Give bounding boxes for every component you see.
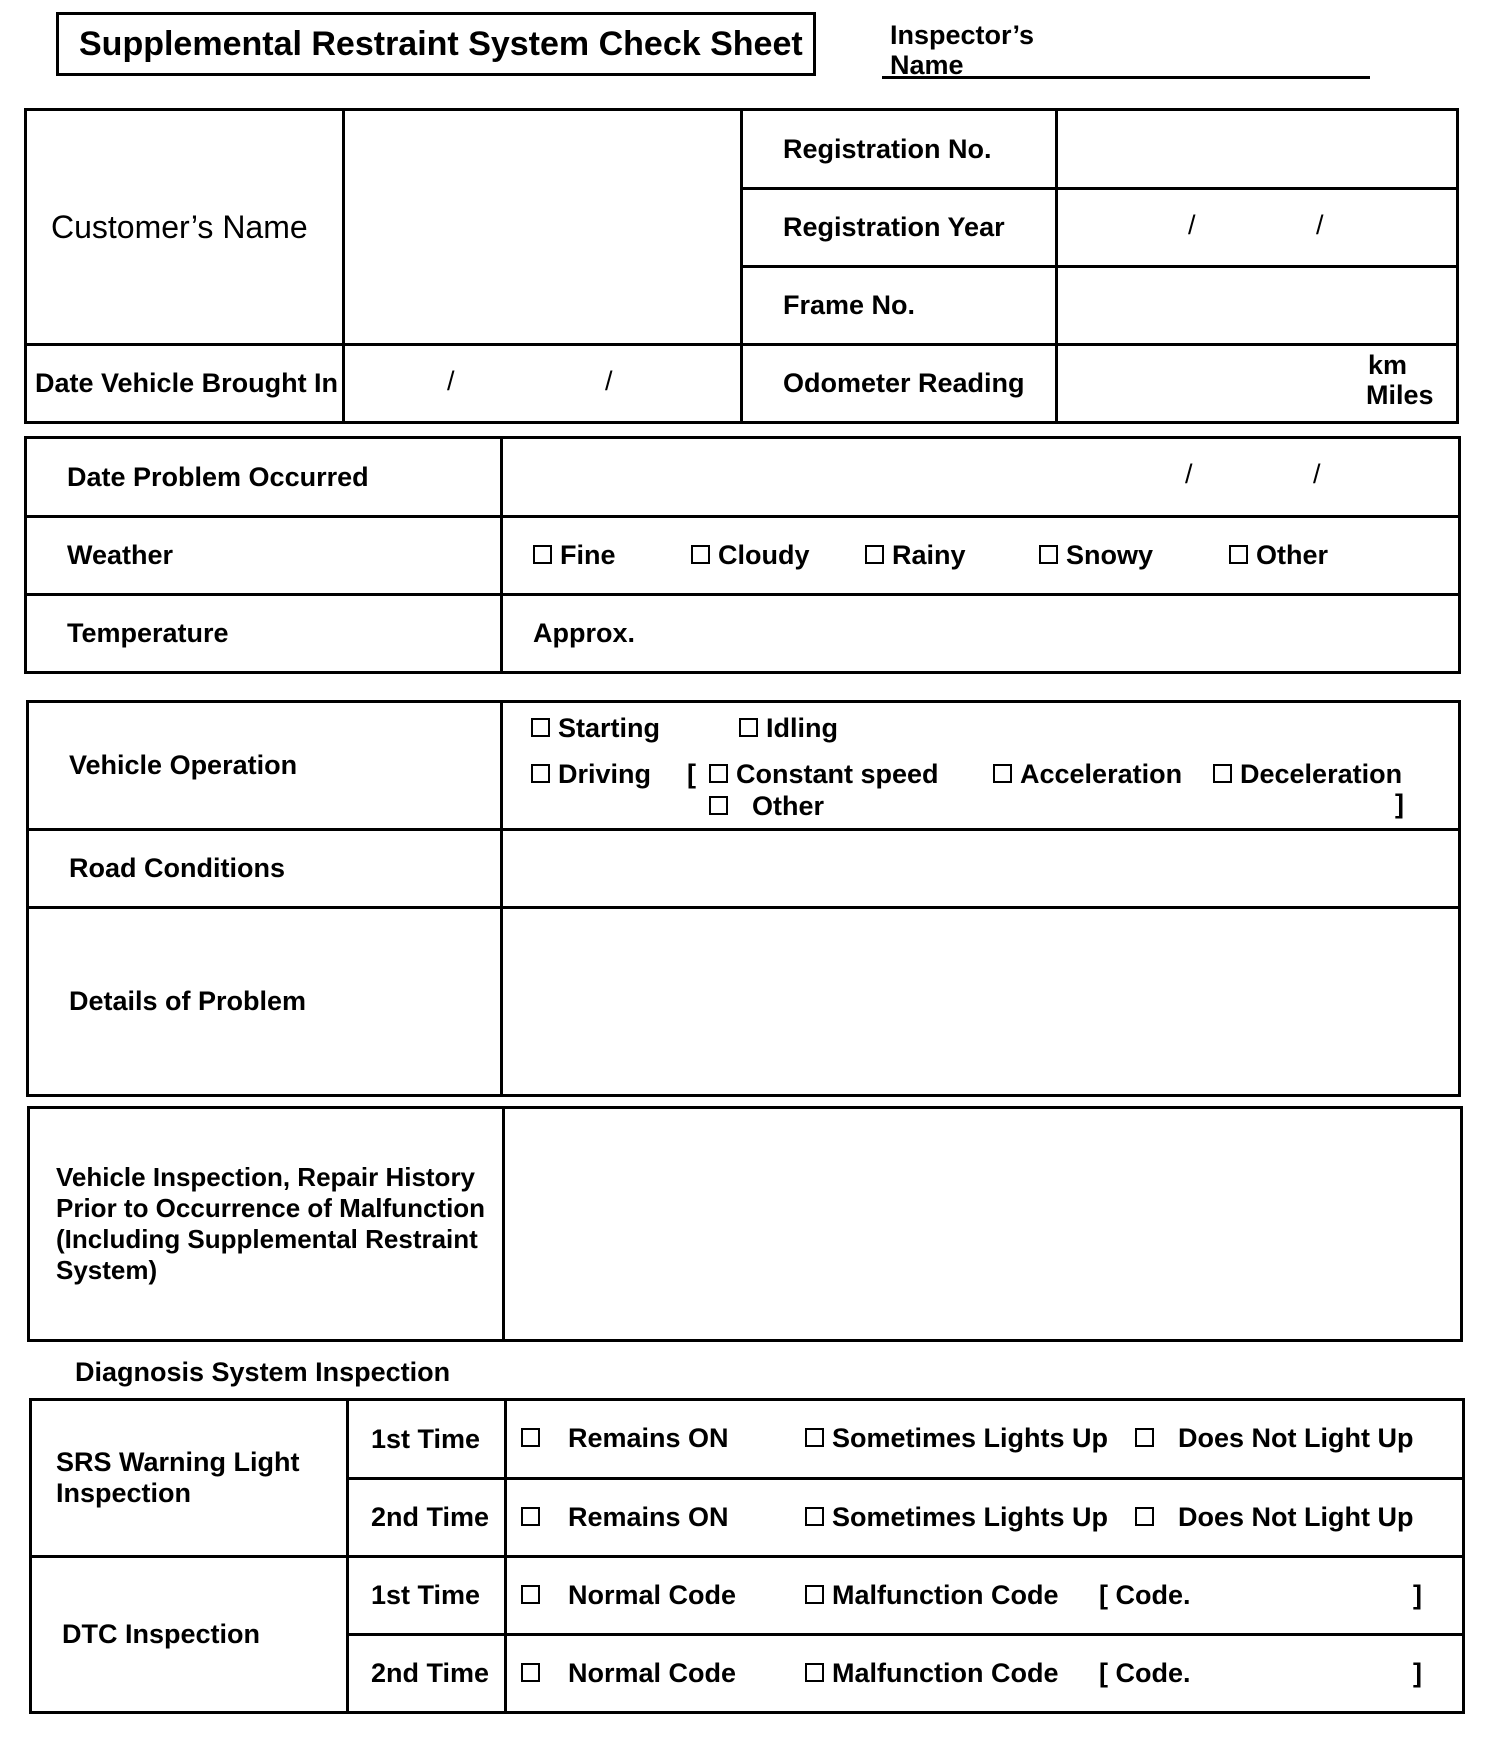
bracket-close: ] bbox=[1413, 1580, 1422, 1610]
bracket-open: [ bbox=[687, 759, 696, 789]
srs-2-remains-on[interactable]: Remains ON bbox=[521, 1502, 729, 1533]
operation-option-constant-speed[interactable]: Constant speed bbox=[709, 759, 939, 790]
odometer-unit-km: km bbox=[1368, 350, 1408, 380]
date-brought-in-field[interactable] bbox=[344, 345, 742, 423]
srs-1-sometimes-lights-up[interactable]: Sometimes Lights Up bbox=[805, 1423, 1108, 1454]
bracket-close: ] bbox=[1395, 789, 1404, 819]
history-label: Vehicle Inspection, Repair History Prior to Occurrence of Malfunction (Including Supplemental Restraint System) bbox=[56, 1162, 486, 1285]
history-table bbox=[27, 1106, 1463, 1342]
road-conditions-field[interactable] bbox=[502, 830, 1460, 908]
dtc-1-code-field[interactable]: [ Code. bbox=[1099, 1580, 1191, 1610]
checkbox[interactable] bbox=[533, 545, 552, 564]
registration-no-label: Registration No. bbox=[742, 110, 1057, 189]
details-of-problem-label: Details of Problem bbox=[28, 908, 502, 1096]
temperature-label: Temperature bbox=[26, 595, 502, 673]
weather-option-cloudy[interactable]: Cloudy bbox=[691, 540, 810, 571]
checkbox[interactable] bbox=[805, 1428, 824, 1447]
srs-1-does-not-light-up[interactable]: Does Not Light Up bbox=[1135, 1423, 1413, 1454]
checkbox[interactable] bbox=[709, 764, 728, 783]
date-separator: / bbox=[605, 366, 613, 396]
weather-option-rainy[interactable]: Rainy bbox=[865, 540, 966, 571]
temperature-approx: Approx. bbox=[533, 618, 636, 648]
frame-no-label: Frame No. bbox=[742, 267, 1057, 345]
inspector-name-label: Inspector’s Name bbox=[890, 20, 1035, 80]
checkbox[interactable] bbox=[1213, 764, 1232, 783]
history-field[interactable] bbox=[504, 1108, 1462, 1341]
checkbox[interactable] bbox=[521, 1428, 540, 1447]
customer-name-label-cell bbox=[26, 110, 344, 345]
odometer-unit-miles: Miles bbox=[1366, 380, 1434, 410]
road-conditions-label: Road Conditions bbox=[28, 830, 502, 908]
dtc-1-malfunction-code[interactable]: Malfunction Code bbox=[805, 1580, 1058, 1611]
registration-year-label: Registration Year bbox=[742, 189, 1057, 267]
weather-option-snowy[interactable]: Snowy bbox=[1039, 540, 1153, 571]
checkbox[interactable] bbox=[865, 545, 884, 564]
operation-option-other[interactable]: Other bbox=[709, 791, 824, 822]
srs-2-sometimes-lights-up[interactable]: Sometimes Lights Up bbox=[805, 1502, 1108, 1533]
operation-option-driving[interactable]: Driving bbox=[531, 759, 651, 790]
srs-first-time-options bbox=[506, 1400, 1464, 1479]
checkbox[interactable] bbox=[691, 545, 710, 564]
dtc-inspection-label: DTC Inspection bbox=[31, 1557, 348, 1713]
diagnosis-section-title: Diagnosis System Inspection bbox=[75, 1357, 451, 1387]
dtc-first-time-options bbox=[506, 1557, 1464, 1635]
operation-table bbox=[26, 700, 1461, 1097]
checkbox[interactable] bbox=[805, 1663, 824, 1682]
checkbox[interactable] bbox=[1039, 545, 1058, 564]
date-problem-field[interactable] bbox=[502, 438, 1460, 517]
conditions-table bbox=[24, 436, 1461, 674]
vehicle-operation-options bbox=[502, 702, 1460, 830]
registration-year-field[interactable] bbox=[1057, 189, 1458, 267]
odometer-label: Odometer Reading bbox=[742, 345, 1057, 423]
date-separator: / bbox=[1185, 459, 1193, 489]
inspector-name-field[interactable] bbox=[882, 76, 1370, 79]
checkbox[interactable] bbox=[1229, 545, 1248, 564]
checkbox[interactable] bbox=[521, 1585, 540, 1604]
customer-name-label: Customer’s Name bbox=[51, 208, 308, 245]
checkbox[interactable] bbox=[709, 796, 728, 815]
weather-options bbox=[502, 517, 1460, 595]
dtc-2-malfunction-code[interactable]: Malfunction Code bbox=[805, 1658, 1058, 1689]
operation-option-idling[interactable]: Idling bbox=[739, 713, 838, 744]
srs-1-remains-on[interactable]: Remains ON bbox=[521, 1423, 729, 1454]
odometer-field[interactable] bbox=[1057, 345, 1458, 423]
temperature-field[interactable] bbox=[502, 595, 1460, 673]
dtc-second-time-options bbox=[506, 1635, 1464, 1713]
checkbox[interactable] bbox=[521, 1663, 540, 1682]
weather-option-other[interactable]: Other bbox=[1229, 540, 1328, 571]
checkbox[interactable] bbox=[739, 718, 758, 737]
diagnosis-table bbox=[29, 1398, 1465, 1714]
dtc-second-time-label: 2nd Time bbox=[348, 1635, 506, 1713]
operation-option-acceleration[interactable]: Acceleration bbox=[993, 759, 1182, 790]
vehicle-info-table bbox=[24, 108, 1459, 424]
date-separator: / bbox=[1316, 210, 1324, 240]
srs-first-time-label: 1st Time bbox=[348, 1400, 506, 1479]
operation-option-starting[interactable]: Starting bbox=[531, 713, 660, 744]
dtc-1-normal-code[interactable]: Normal Code bbox=[521, 1580, 736, 1611]
srs-second-time-label: 2nd Time bbox=[348, 1479, 506, 1557]
checkbox[interactable] bbox=[531, 718, 550, 737]
date-separator: / bbox=[1188, 210, 1196, 240]
checkbox[interactable] bbox=[805, 1585, 824, 1604]
date-brought-in-label: Date Vehicle Brought In bbox=[26, 345, 344, 423]
frame-no-field[interactable] bbox=[1057, 267, 1458, 345]
weather-label: Weather bbox=[26, 517, 502, 595]
dtc-first-time-label: 1st Time bbox=[348, 1557, 506, 1635]
customer-name-field[interactable] bbox=[344, 110, 742, 345]
date-separator: / bbox=[447, 366, 455, 396]
operation-option-deceleration[interactable]: Deceleration bbox=[1213, 759, 1402, 790]
dtc-2-code-field[interactable]: [ Code. bbox=[1099, 1658, 1191, 1688]
srs-second-time-options bbox=[506, 1479, 1464, 1557]
checkbox[interactable] bbox=[993, 764, 1012, 783]
checkbox[interactable] bbox=[1135, 1507, 1154, 1526]
dtc-2-normal-code[interactable]: Normal Code bbox=[521, 1658, 736, 1689]
history-label-cell bbox=[29, 1108, 504, 1341]
srs-warning-light-label: SRS Warning Light Inspection bbox=[31, 1400, 348, 1557]
srs-2-does-not-light-up[interactable]: Does Not Light Up bbox=[1135, 1502, 1413, 1533]
checkbox[interactable] bbox=[531, 764, 550, 783]
vehicle-operation-label: Vehicle Operation bbox=[28, 702, 502, 830]
checkbox[interactable] bbox=[521, 1507, 540, 1526]
checkbox[interactable] bbox=[1135, 1428, 1154, 1447]
checkbox[interactable] bbox=[805, 1507, 824, 1526]
date-separator: / bbox=[1313, 459, 1321, 489]
date-problem-label: Date Problem Occurred bbox=[26, 438, 502, 517]
registration-no-field[interactable] bbox=[1057, 110, 1458, 189]
details-of-problem-field[interactable] bbox=[502, 908, 1460, 1096]
sheet-title: Supplemental Restraint System Check Sheet bbox=[56, 12, 816, 76]
bracket-close: ] bbox=[1413, 1658, 1422, 1688]
weather-option-fine[interactable]: Fine bbox=[533, 540, 616, 571]
